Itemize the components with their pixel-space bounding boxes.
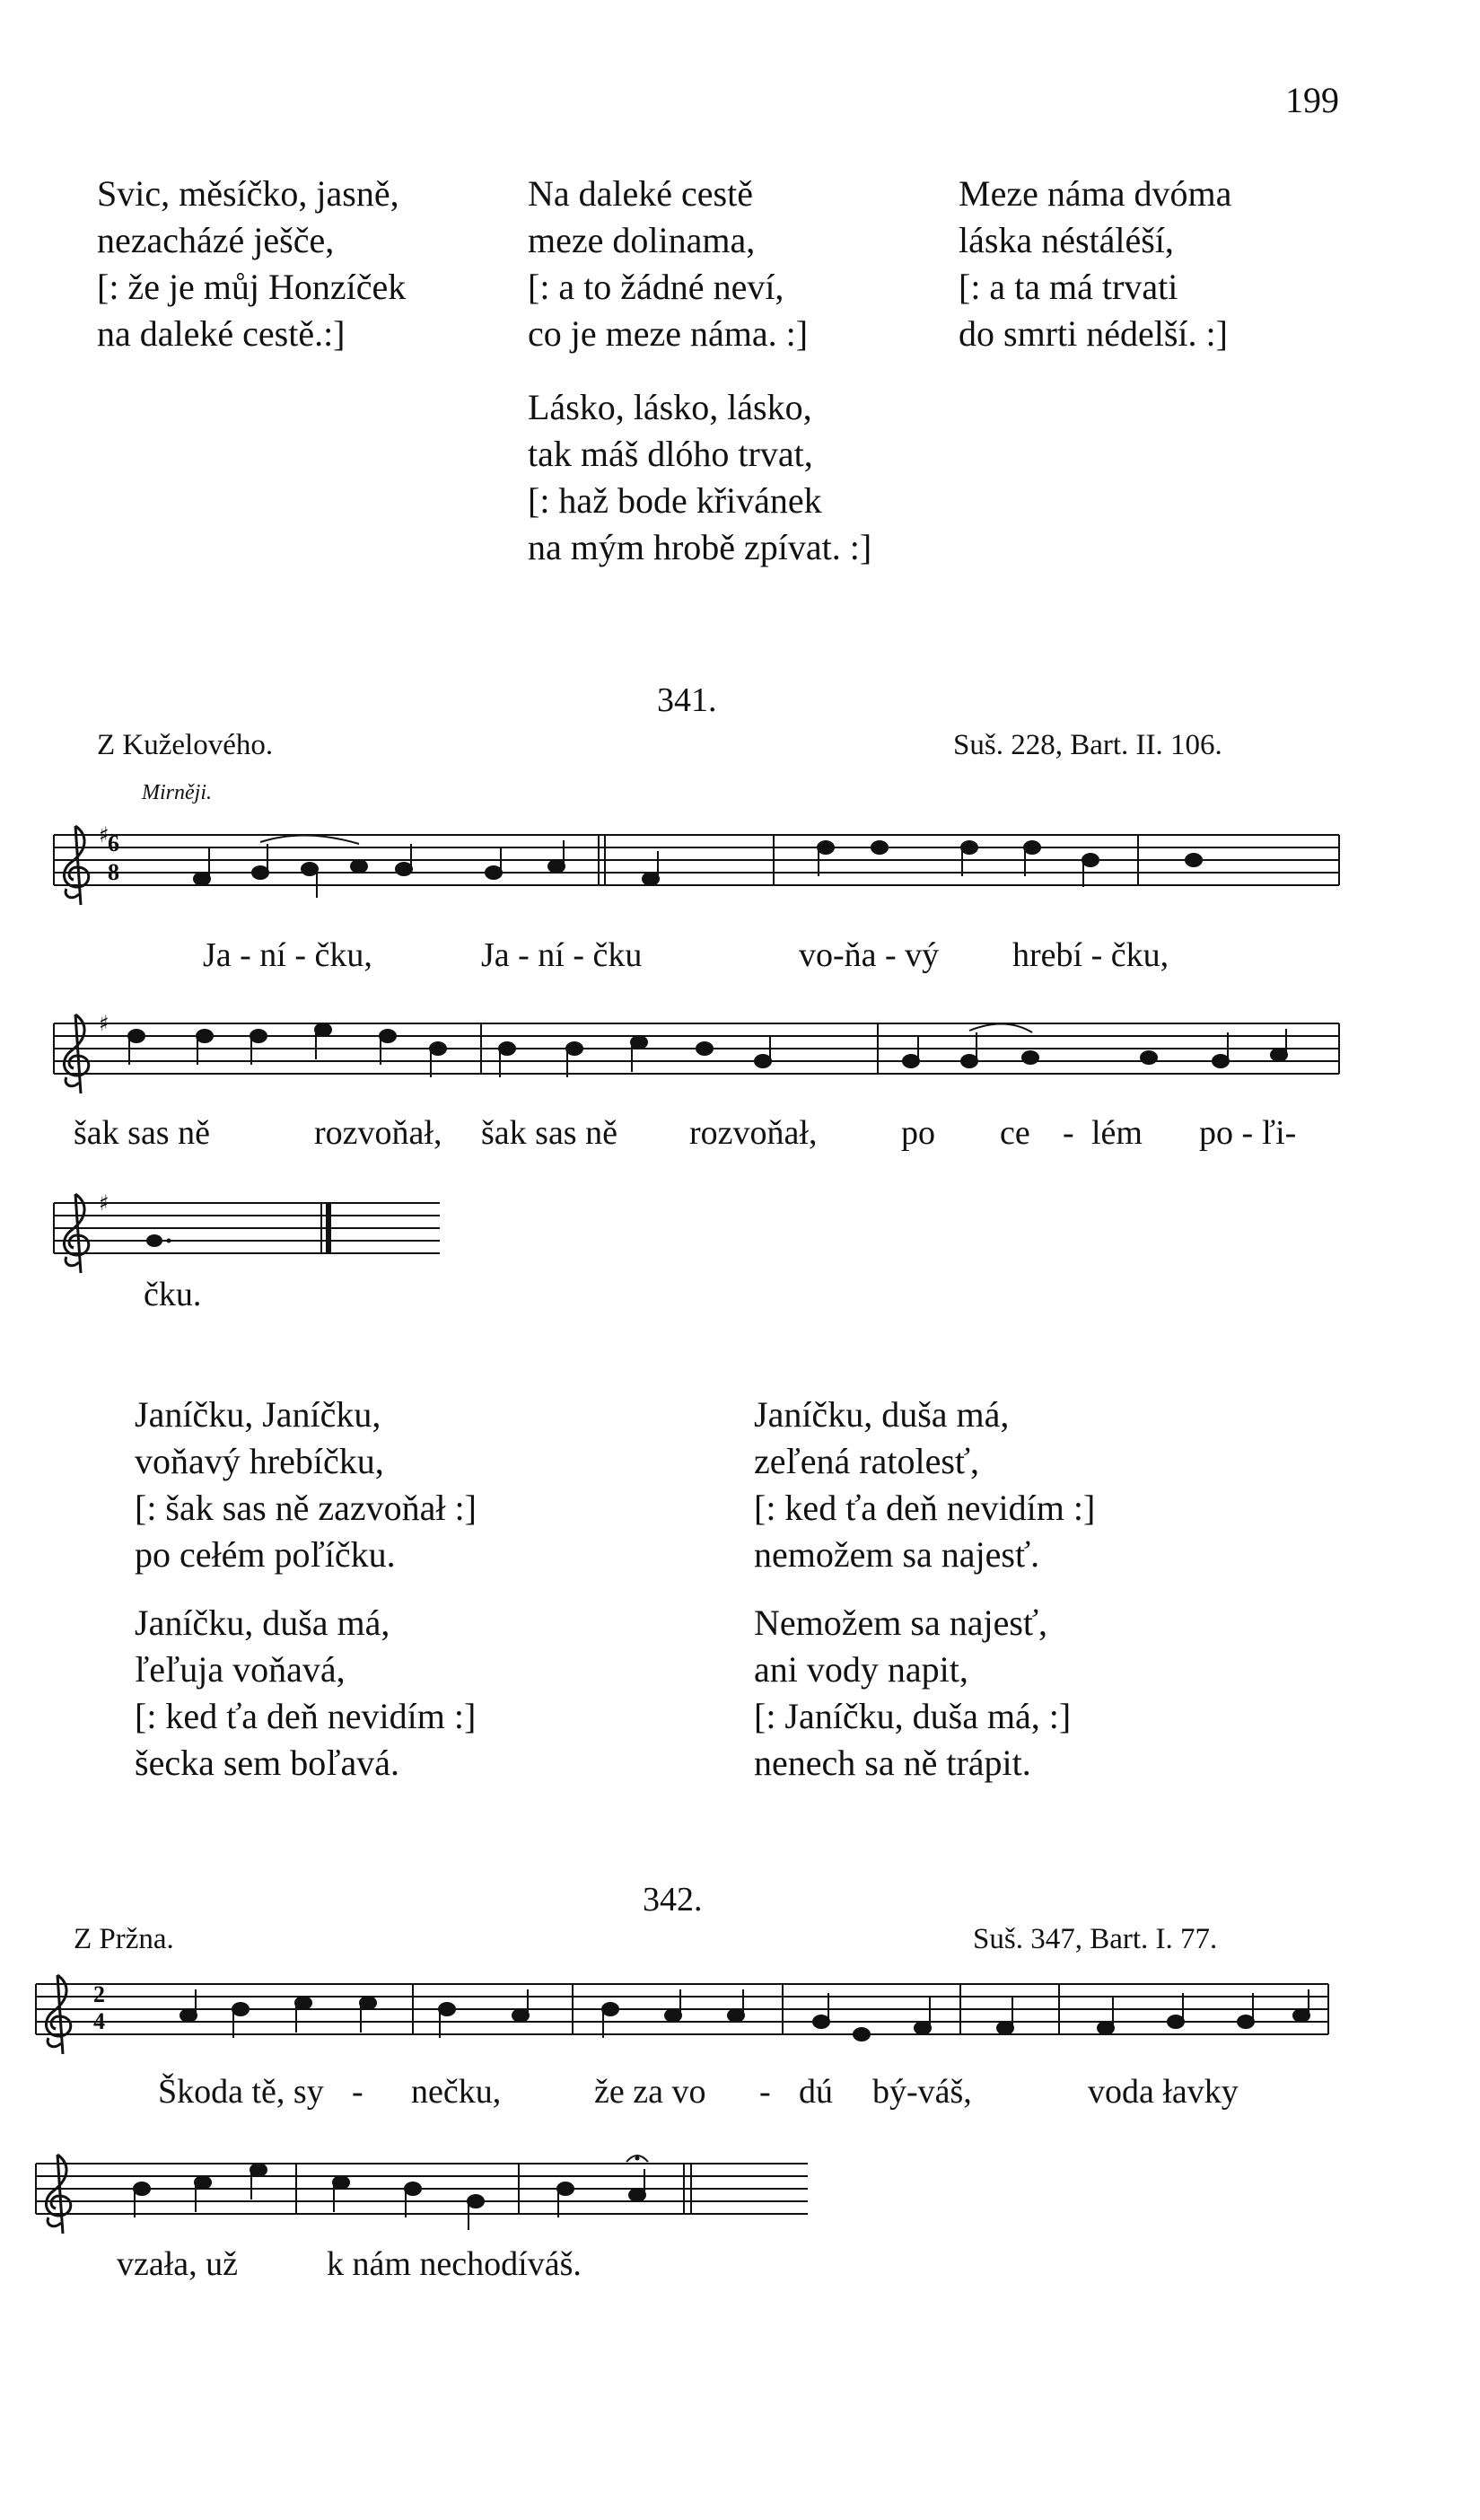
note-group [194, 840, 1202, 898]
verse-line: nezacházé ješče, [97, 220, 335, 260]
verse-line: láska néstáléší, [959, 220, 1174, 260]
lyric-text: po - ľi- [1199, 1114, 1297, 1152]
verse-line: nemožem sa najesť. [754, 1534, 1040, 1575]
lyric-text: šak sas ně [481, 1114, 617, 1152]
lyric-text: že za vo [594, 2073, 706, 2111]
lyric-text: vzała, už [117, 2245, 239, 2283]
verse-line: Svic, měsíčko, jasně, [97, 173, 399, 214]
svg-text:♯: ♯ [99, 1011, 109, 1036]
verse-line: [: ked ťa deň nevidím :] [754, 1488, 1096, 1528]
lyric-text: - [759, 2073, 771, 2111]
verse-line: do smrti nédelší. :] [959, 313, 1228, 354]
lyric-text: - [1063, 1114, 1074, 1152]
verse-line: Nemožem sa najesť, [754, 1602, 1047, 1643]
verse-line: na mým hrobě zpívat. :] [528, 527, 872, 567]
time-sig-bottom: 8 [108, 859, 119, 885]
verse-block-7 [135, 1600, 476, 1787]
treble-clef-icon [64, 1194, 88, 1273]
verse-line: Janíčku, duša má, [754, 1394, 1010, 1435]
verse-line: [: že je můj Honzíček [97, 267, 407, 307]
verse-line: po cełém poľíčku. [135, 1534, 396, 1575]
music-staff [36, 808, 1346, 943]
lyric-text: k nám nechodíváš. [327, 2245, 582, 2283]
song-number: 342. [643, 1881, 703, 1919]
verse-line: ľeľuja voňavá, [135, 1649, 346, 1690]
lyric-text: šak sas ně [74, 1114, 210, 1152]
verse-line: ani vody napit, [754, 1649, 968, 1690]
song-number: 341. [657, 681, 717, 719]
verse-block-2 [528, 171, 808, 357]
time-sig-top: 6 [108, 830, 119, 856]
lyric-text: bý-váš, [872, 2073, 972, 2111]
lyric-text: lém [1091, 1114, 1143, 1152]
music-staff [36, 997, 1346, 1131]
verse-line: voňavý hrebíčku, [135, 1441, 384, 1481]
verse-line: [: šak sas ně zazvoňał :] [135, 1488, 477, 1528]
verse-line: meze dolinama, [528, 220, 756, 260]
lyric-text: Ja - ní - čku, [203, 936, 372, 974]
lyric-text: ce [1000, 1114, 1030, 1152]
treble-clef-icon [46, 2155, 70, 2234]
verse-line: [: a ta má trvati [959, 267, 1178, 307]
lyric-text: čku. [144, 1276, 202, 1313]
treble-clef-icon [46, 1975, 70, 2054]
verse-line: [: haž bode křivánek [528, 480, 822, 521]
note-group [134, 2164, 645, 2230]
verse-block-8 [754, 1600, 1071, 1787]
verse-line: zeľená ratolesť, [754, 1441, 979, 1481]
verse-line: co je meze náma. :] [528, 313, 809, 354]
lyric-text: Ja - ní - čku [481, 936, 643, 974]
treble-clef-icon [64, 826, 88, 905]
lyric-text: voda łavky [1088, 2073, 1239, 2111]
verse-line: šecka sem boľavá. [135, 1743, 400, 1783]
music-staff [36, 1176, 467, 1311]
verse-line: [: Janíčku, duša má, :] [754, 1696, 1072, 1736]
verse-line: Lásko, lásko, lásko, [528, 387, 812, 427]
page-number: 199 [1285, 80, 1339, 120]
treble-clef-icon [64, 1014, 88, 1093]
lyric-text: rozvoňał, [689, 1114, 818, 1152]
song-origin: Z Pržna. [74, 1923, 174, 1955]
verse-line: Janíčku, Janíčku, [135, 1394, 381, 1435]
lyric-text: nečku, [411, 2073, 502, 2111]
song-origin: Z Kuželového. [97, 729, 274, 761]
verse-block-3 [959, 171, 1231, 357]
time-sig-top: 2 [93, 1981, 105, 2007]
lyric-text: Škoda tě, sy [158, 2073, 324, 2111]
svg-text:♯: ♯ [99, 1190, 109, 1216]
verse-line: [: a to žádné neví, [528, 267, 784, 307]
verse-line: nenech sa ně trápit. [754, 1743, 1031, 1783]
verse-block-4 [528, 384, 871, 571]
svg-text:♯: ♯ [99, 822, 109, 847]
verse-line: tak máš dlóho trvat, [528, 434, 813, 474]
lyric-text: vo-ňa - vý [799, 936, 940, 974]
lyric-text: rozvoňał, [314, 1114, 442, 1152]
lyric-text: dú [799, 2073, 833, 2111]
verse-block-1 [97, 171, 406, 357]
verse-line: Meze náma dvóma [959, 173, 1232, 214]
verse-block-6 [754, 1392, 1095, 1578]
verse-block-5 [135, 1392, 477, 1578]
lyric-text: po [901, 1114, 935, 1152]
song-source: Suš. 347, Bart. I. 77. [973, 1923, 1218, 1955]
verse-line: [: ked ťa deň nevidím :] [135, 1696, 477, 1736]
verse-line: na daleké cestě.:] [97, 313, 346, 354]
time-sig-bottom: 4 [93, 2008, 105, 2034]
verse-line: Na daleké cestě [528, 173, 753, 214]
tempo-marking: Mirněji. [142, 781, 212, 804]
verse-line: Janíčku, duša má, [135, 1602, 390, 1643]
song-source: Suš. 228, Bart. II. 106. [953, 729, 1222, 761]
note-group [128, 1023, 1287, 1077]
lyric-text: hrebí - čku, [1012, 936, 1169, 974]
lyric-text: - [352, 2073, 363, 2111]
